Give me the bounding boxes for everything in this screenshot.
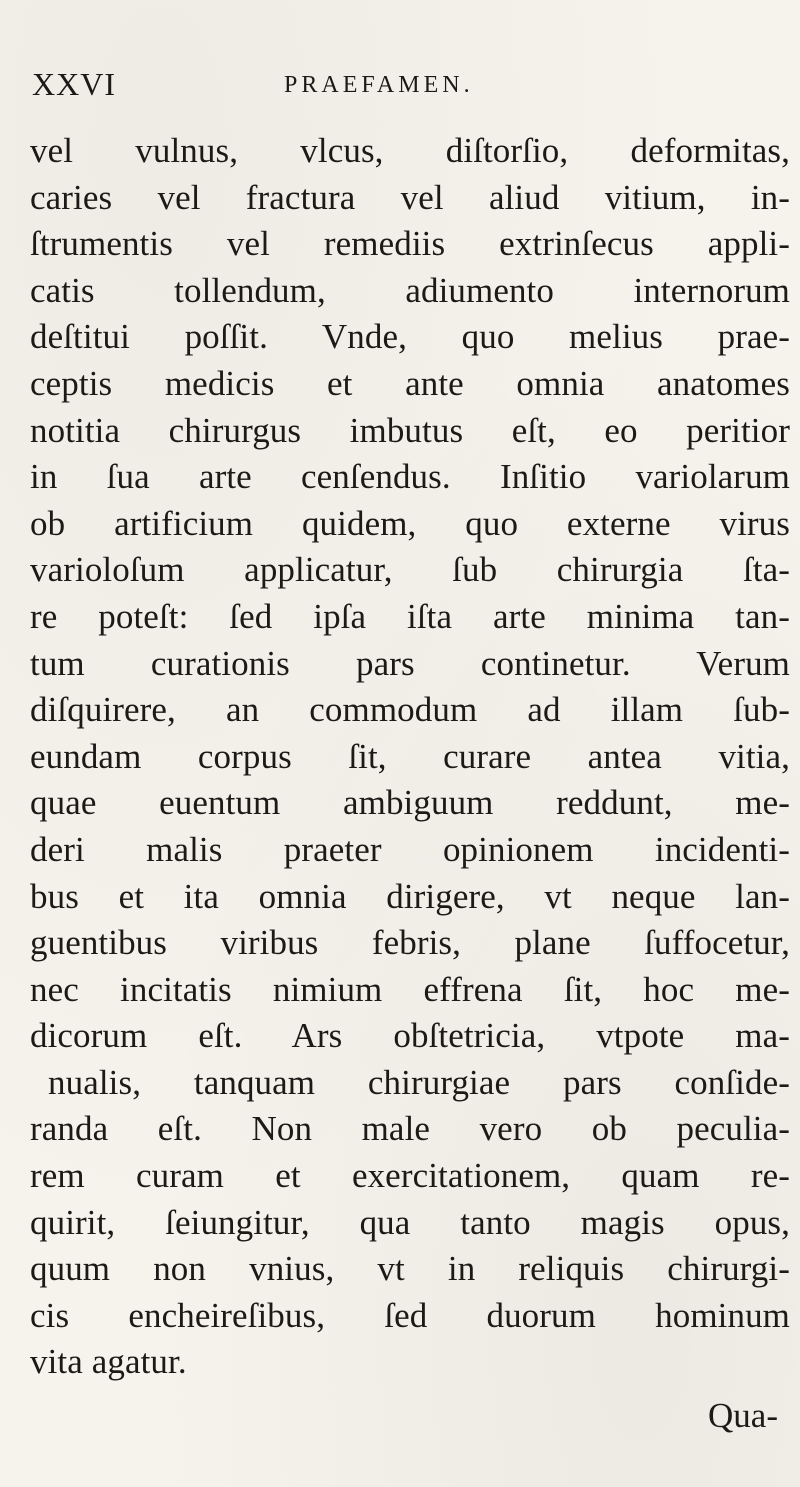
- text-line: dicorum eſt. Ars obſtetricia, vtpote ma-: [30, 1016, 790, 1056]
- text-line: ob artificium quidem, quo externe virus: [30, 503, 790, 543]
- text-line: rem curam et exercitationem, quam re-: [30, 1156, 790, 1196]
- text-line: deri malis praeter opinionem incidenti-: [30, 829, 790, 869]
- text-line: notitia chirurgus imbutus eſt, eo peritior: [30, 410, 790, 450]
- text-line: ſtrumentis vel remediis extrinſecus appli-: [30, 224, 790, 264]
- text-line: quae euentum ambiguum reddunt, me-: [30, 783, 790, 823]
- body-text: [30, 128, 790, 1386]
- text-line: bus et ita omnia dirigere, vt neque lan-: [30, 876, 790, 916]
- text-line: tum curationis pars continetur. Verum: [30, 643, 790, 683]
- text-line: deſtitui poſſit. Vnde, quo melius prae-: [30, 317, 790, 357]
- running-head: [32, 66, 772, 106]
- text-line: quirit, ſeiungitur, qua tanto magis opus,: [30, 1202, 790, 1242]
- text-line: ceptis medicis et ante omnia anatomes: [30, 363, 790, 403]
- text-line: varioloſum applicatur, ſub chirurgia ſta-: [30, 550, 790, 590]
- text-line: catis tollendum, adiumento internorum: [30, 270, 790, 310]
- text-line: eundam corpus ſit, curare antea vitia,: [30, 736, 790, 776]
- text-line: caries vel fractura vel aliud vitium, in-: [30, 177, 790, 217]
- text-line: nec incitatis nimium effrena ſit, hoc me-: [30, 969, 790, 1009]
- text-line: diſquirere, an commodum ad illam ſub-: [30, 690, 790, 730]
- text-line: randa eſt. Non male vero ob peculia-: [30, 1109, 790, 1149]
- text-line: quum non vnius, vt in reliquis chirurgi-: [30, 1249, 790, 1289]
- running-title: PRAEFAMEN.: [284, 72, 474, 98]
- text-line: vita agatur.: [30, 1342, 187, 1382]
- page-number: XXVI: [32, 66, 116, 102]
- text-line: re poteſt: ſed ipſa iſta arte minima tan-: [30, 596, 790, 636]
- text-line: vel vulnus, vlcus, diſtorſio, deformitas,: [30, 131, 790, 170]
- text-line: nualis, tanquam chirurgiae pars conſide-: [48, 1062, 790, 1102]
- catchword: Qua-: [708, 1396, 778, 1435]
- text-line: guentibus viribus febris, plane ſuffocetur,: [30, 923, 790, 963]
- text-line: in ſua arte cenſendus. Inſitio variolarum: [30, 457, 790, 497]
- text-line: cis encheireſibus, ſed duorum hominum: [30, 1295, 790, 1335]
